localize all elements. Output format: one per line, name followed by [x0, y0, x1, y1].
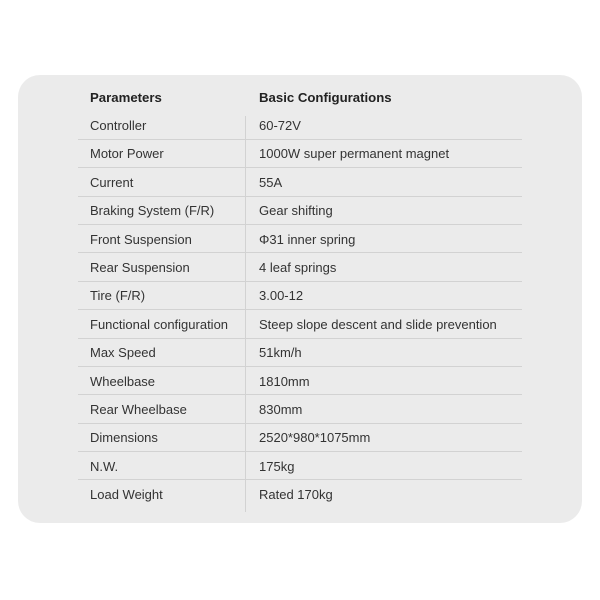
parameter-cell: Rear Suspension — [90, 260, 190, 276]
parameter-cell: Controller — [90, 118, 147, 134]
table-row — [78, 168, 522, 196]
value-cell: 3.00-12 — [259, 288, 304, 304]
value-cell: 55A — [259, 174, 283, 190]
table-row — [78, 339, 522, 367]
header-parameters: Parameters — [90, 89, 162, 105]
parameter-cell: Current — [90, 174, 134, 190]
column-divider — [245, 116, 246, 512]
value-cell: Steep slope descent and slide prevention — [259, 316, 497, 332]
value-cell: Φ31 inner spring — [259, 231, 356, 247]
value-cell: 51km/h — [259, 345, 302, 361]
value-cell: Gear shifting — [259, 203, 333, 219]
parameter-cell: Front Suspension — [90, 231, 192, 247]
parameter-cell: Motor Power — [90, 146, 164, 162]
value-cell: 175kg — [259, 458, 295, 474]
table-row — [78, 111, 522, 139]
table-row — [78, 253, 522, 281]
parameter-cell: Max Speed — [90, 345, 156, 361]
parameter-cell: Dimensions — [90, 430, 158, 446]
value-cell: 830mm — [259, 401, 303, 417]
table-header — [78, 83, 522, 111]
table-row — [78, 480, 522, 508]
table-row — [78, 310, 522, 338]
table-row — [78, 452, 522, 480]
table-row — [78, 367, 522, 395]
table-row — [78, 225, 522, 253]
parameter-cell: Braking System (F/R) — [90, 203, 215, 219]
value-cell: Rated 170kg — [259, 487, 333, 503]
table-row — [78, 197, 522, 225]
parameter-cell: Tire (F/R) — [90, 288, 146, 304]
value-cell: 2520*980*1075mm — [259, 430, 371, 446]
header-configurations: Basic Configurations — [259, 89, 392, 105]
value-cell: 1000W super permanent magnet — [259, 146, 450, 162]
parameter-cell: N.W. — [90, 458, 119, 474]
table-row — [78, 424, 522, 452]
table-body — [78, 111, 522, 508]
table-row — [78, 282, 522, 310]
spec-table — [78, 83, 522, 509]
value-cell: 1810mm — [259, 373, 310, 389]
parameter-cell: Rear Wheelbase — [90, 401, 187, 417]
parameter-cell: Wheelbase — [90, 373, 156, 389]
value-cell: 60-72V — [259, 118, 301, 134]
table-row — [78, 395, 522, 423]
value-cell: 4 leaf springs — [259, 260, 337, 276]
parameter-cell: Load Weight — [90, 487, 163, 503]
parameter-cell: Functional configuration — [90, 316, 229, 332]
table-row — [78, 140, 522, 168]
